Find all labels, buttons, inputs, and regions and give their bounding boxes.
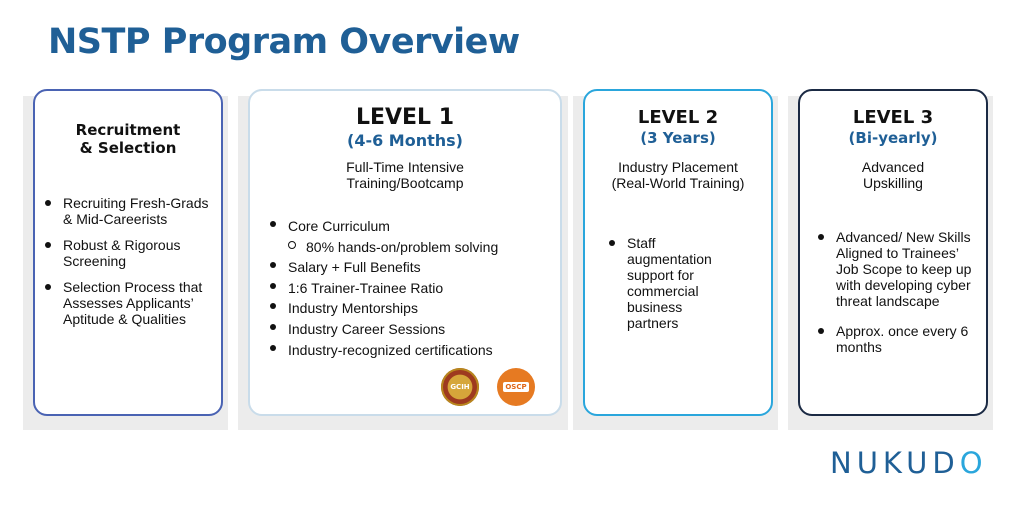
- gcih-badge-text: GCIH: [450, 383, 470, 391]
- level2-card: [583, 89, 773, 416]
- page-title: NSTP Program Overview: [48, 22, 520, 62]
- recruitment-heading-line2: & Selection: [79, 139, 177, 157]
- list-item: Staff augmentation support for commercial business partners: [607, 235, 737, 331]
- logo-text-accent: O: [959, 446, 988, 480]
- level2-bullets: [607, 235, 737, 331]
- level1-duration: (4-6 Months): [347, 131, 463, 150]
- level1-label: LEVEL 1: [355, 105, 455, 130]
- level3-duration: (Bi-yearly): [848, 129, 938, 147]
- level1-bullets: [268, 216, 558, 360]
- list-item: Industry Career Sessions: [268, 319, 558, 340]
- level2-subtitle: [585, 159, 771, 191]
- recruitment-heading-line1: Recruitment: [75, 121, 181, 139]
- level3-subtitle-line2: Upskilling: [863, 175, 923, 191]
- list-item: Advanced/ New Skills Aligned to Trainees’ Job Scope to keep up with developing cyber threat landscape: [816, 229, 984, 309]
- level1-subtitle: [250, 159, 560, 191]
- level3-bullets: [816, 229, 984, 355]
- gcih-certification-badge: [441, 368, 479, 406]
- level3-subtitle: [800, 159, 986, 191]
- list-item: Industry Mentorships: [268, 298, 558, 319]
- level3-card: [798, 89, 988, 416]
- list-item: Recruiting Fresh-Grads & Mid-Careerists: [43, 195, 218, 227]
- list-item: Salary + Full Benefits: [268, 257, 558, 278]
- list-item: Industry-recognized certifications: [268, 340, 558, 361]
- level2-label: LEVEL 2: [637, 107, 719, 128]
- nukudo-logo: [830, 446, 988, 480]
- list-item: Core Curriculum: [268, 216, 558, 237]
- level2-subtitle-line2: (Real-World Training): [611, 175, 745, 191]
- list-item: Approx. once every 6 months: [816, 323, 984, 355]
- logo-text: NUKUD: [830, 446, 960, 480]
- level3-subtitle-line1: Advanced: [861, 159, 925, 175]
- oscp-certification-badge: [497, 368, 535, 406]
- list-item: Robust & Rigorous Screening: [43, 237, 218, 269]
- list-item: 1:6 Trainer-Trainee Ratio: [268, 278, 558, 299]
- recruitment-heading: [35, 121, 221, 157]
- level1-card: [248, 89, 562, 416]
- level1-subtitle-line1: Full-Time Intensive: [346, 159, 464, 175]
- level1-subtitle-line2: Training/Bootcamp: [346, 175, 464, 191]
- recruitment-bullets: [43, 195, 218, 327]
- level2-duration: (3 Years): [640, 129, 716, 147]
- list-item-sub: 80% hands-on/problem solving: [268, 237, 558, 258]
- level2-subtitle-line1: Industry Placement: [618, 159, 738, 175]
- oscp-badge-text: OSCP: [505, 383, 527, 391]
- level3-label: LEVEL 3: [852, 107, 934, 128]
- list-item: Selection Process that Assesses Applicants’ Aptitude & Qualities: [43, 279, 218, 327]
- recruitment-card: [33, 89, 223, 416]
